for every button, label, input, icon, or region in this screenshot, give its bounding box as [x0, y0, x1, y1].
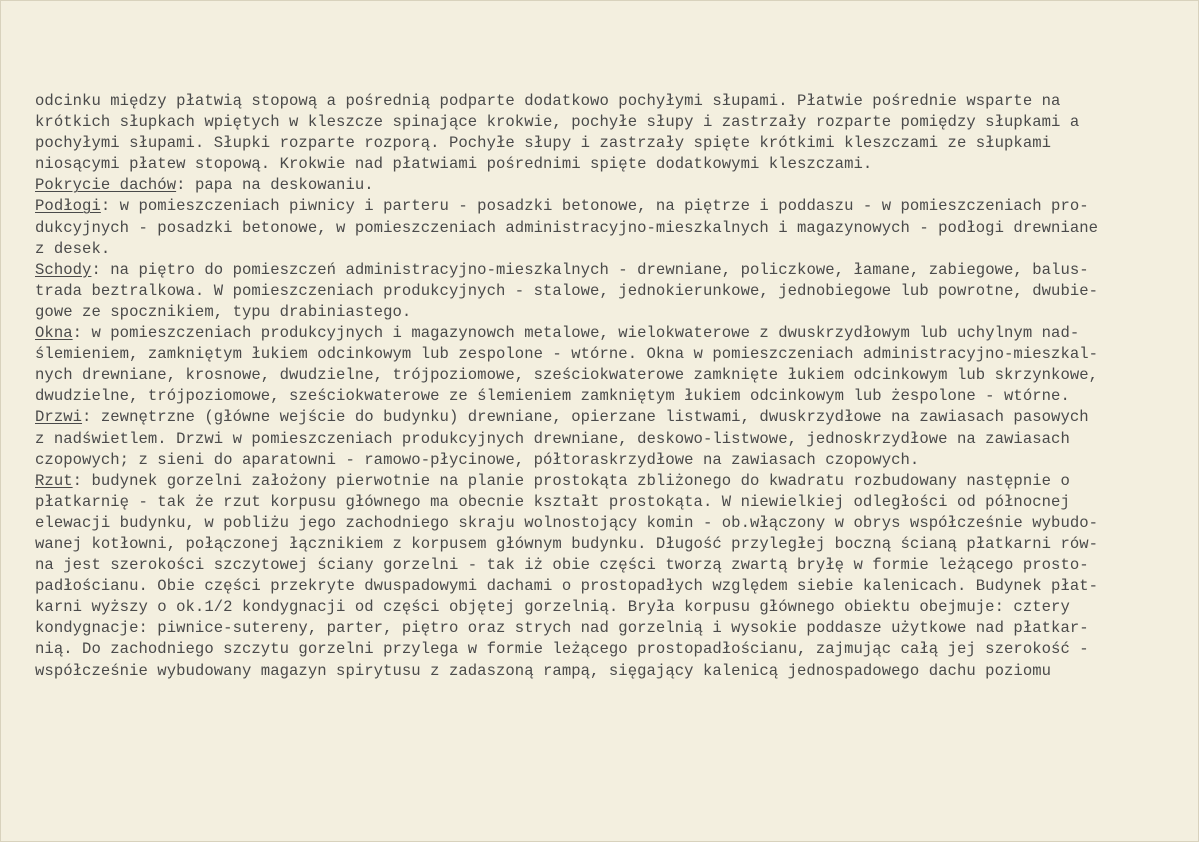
text-line	[35, 555, 1165, 576]
text-line	[35, 386, 1165, 407]
text-run: elewacji budynku, w pobliżu jego zachodniego skraju wolnostojący komin - ob.włączony w obrys współcześnie wybudo-	[35, 513, 1099, 532]
text-run: pochyłymi słupami. Słupki rozparte rozporą. Pochyłe słupy i zastrzały spięte krótkimi kleszczami ze słupkami	[35, 134, 1052, 153]
text-line	[35, 133, 1165, 154]
text-run: gowe ze spocznikiem, typu drabiniastego.	[35, 302, 412, 321]
section-heading: Rzut	[35, 471, 73, 490]
text-line	[35, 344, 1165, 365]
text-run: dwudzielne, trójpoziomowe, sześciokwaterowe ze ślemieniem zamkniętym łukiem odcinkowym lub żespolone - wtórne.	[35, 387, 1070, 406]
text-line	[35, 450, 1165, 471]
text-run: wanej kotłowni, połączonej łącznikiem z korpusem głównym budynku. Długość przyległej boczną ścianą płatkarni rów-	[35, 534, 1099, 553]
text-line	[35, 196, 1165, 217]
text-run: odcinku między płatwią stopową a pośrednią podparte dodatkowo pochyłymi słupami. Płatwie pośrednie wsparte na	[35, 92, 1061, 110]
text-run: : budynek gorzelni założony pierwotnie na planie prostokąta zbliżonego do kwadratu rozbudowany następnie o	[72, 471, 1070, 490]
text-line	[35, 281, 1165, 302]
text-line	[35, 302, 1165, 323]
text-run: trada beztralkowa. W pomieszczeniach produkcyjnych - stalowe, jednokierunkowe, jednobiegowe lub powrotne, dwubie-	[35, 281, 1099, 300]
text-run: : na piętro do pomieszczeń administracyjno-mieszkalnych - drewniane, policzkowe, łamane, zabiegowe, balus-	[91, 260, 1089, 279]
text-run: : papa na deskowaniu.	[176, 176, 374, 195]
text-run: nią. Do zachodniego szczytu gorzelni przylega w formie leżącego prostopadłościanu, zajmując całą jej szerokość -	[35, 640, 1089, 659]
text-run: z desek.	[35, 239, 111, 258]
text-line	[35, 112, 1165, 133]
text-line	[35, 91, 1165, 112]
text-line	[35, 154, 1165, 175]
text-run: : w pomieszczeniach produkcyjnych i magazynowch metalowe, wielokwaterowe z dwuskrzydłowym lub uchylnym nad-	[72, 324, 1080, 343]
section-heading: Okna	[35, 324, 73, 343]
text-line	[35, 323, 1165, 344]
text-run: karni wyższy o ok.1/2 kondygnacji od części objętej gorzelnią. Bryła korpusu głównego obiektu obejmuje: cztery	[35, 598, 1070, 617]
text-run: ślemieniem, zamkniętym łukiem odcinkowym lub zespolone - wtórne. Okna w pomieszczeniach administracyjno-mieszkal-	[35, 345, 1099, 364]
text-line	[35, 365, 1165, 386]
text-line	[35, 239, 1165, 260]
text-run: : zewnętrzne (główne wejście do budynku) drewniane, opierzane listwami, dwuskrzydłowe na zawiasach pasowych	[82, 408, 1089, 427]
section-heading: Schody	[35, 260, 92, 279]
text-run: krótkich słupkach wpiętych w kleszcze spinające krokwie, pochyłe słupy i zastrzały rozparte pomiędzy słupkami a	[35, 113, 1080, 132]
text-line	[35, 576, 1165, 597]
text-line	[35, 175, 1165, 196]
text-run: : w pomieszczeniach piwnicy i parteru - posadzki betonowe, na piętrze i poddaszu - w pomieszczeniach pro-	[100, 197, 1089, 216]
text-line	[35, 618, 1165, 639]
section-heading: Pokrycie dachów	[35, 176, 177, 195]
text-line	[35, 260, 1165, 281]
text-line	[35, 471, 1165, 492]
text-run: współcześnie wybudowany magazyn spirytusu z zadaszoną rampą, sięgający kalenicą jednospadowego dachu poziomu	[35, 661, 1052, 680]
text-line	[35, 597, 1165, 618]
text-line	[35, 407, 1165, 428]
section-heading: Podłogi	[35, 197, 101, 216]
document-body	[35, 91, 1165, 682]
text-run: nych drewniane, krosnowe, dwudzielne, trójpoziomowe, sześciokwaterowe zamknięte łukiem odcinkowym lub skrzynkowe,	[35, 366, 1099, 385]
text-run: padłościanu. Obie części przekryte dwuspadowymi dachami o prostopadłych względem siebie kalenicach. Budynek płat-	[35, 577, 1099, 596]
text-line	[35, 429, 1165, 450]
text-line	[35, 218, 1165, 239]
text-line	[35, 661, 1165, 682]
text-run: z nadświetlem. Drzwi w pomieszczeniach produkcyjnych drewniane, deskowo-listwowe, jednoskrzydłowe na zawiasach	[35, 429, 1070, 448]
text-run: czopowych; z sieni do aparatowni - ramowo-płycinowe, półtoraskrzydłowe na zawiasach czopowych.	[35, 450, 920, 469]
text-line	[35, 639, 1165, 660]
text-run: płatkarnię - tak że rzut korpusu głównego ma obecnie kształt prostokąta. W niewielkiej odległości od północnej	[35, 492, 1070, 511]
text-run: na jest szerokości szczytowej ściany gorzelni - tak iż obie części tworzą zwartą bryłę w formie leżącego prosto-	[35, 556, 1089, 575]
text-line	[35, 513, 1165, 534]
text-run: kondygnacje: piwnice-sutereny, parter, piętro oraz strych nad gorzelnią i wysokie poddasze użytkowe nad płatkar-	[35, 619, 1089, 638]
text-run: dukcyjnych - posadzki betonowe, w pomieszczeniach administracyjno-mieszkalnych i magazynowych - podłogi drewniane	[35, 218, 1099, 237]
text-run: niosącymi płatew stopową. Krokwie nad płatwiami pośrednimi spięte dodatkowymi kleszczami.	[35, 155, 873, 174]
section-heading: Drzwi	[35, 408, 83, 427]
text-line	[35, 492, 1165, 513]
text-line	[35, 534, 1165, 555]
